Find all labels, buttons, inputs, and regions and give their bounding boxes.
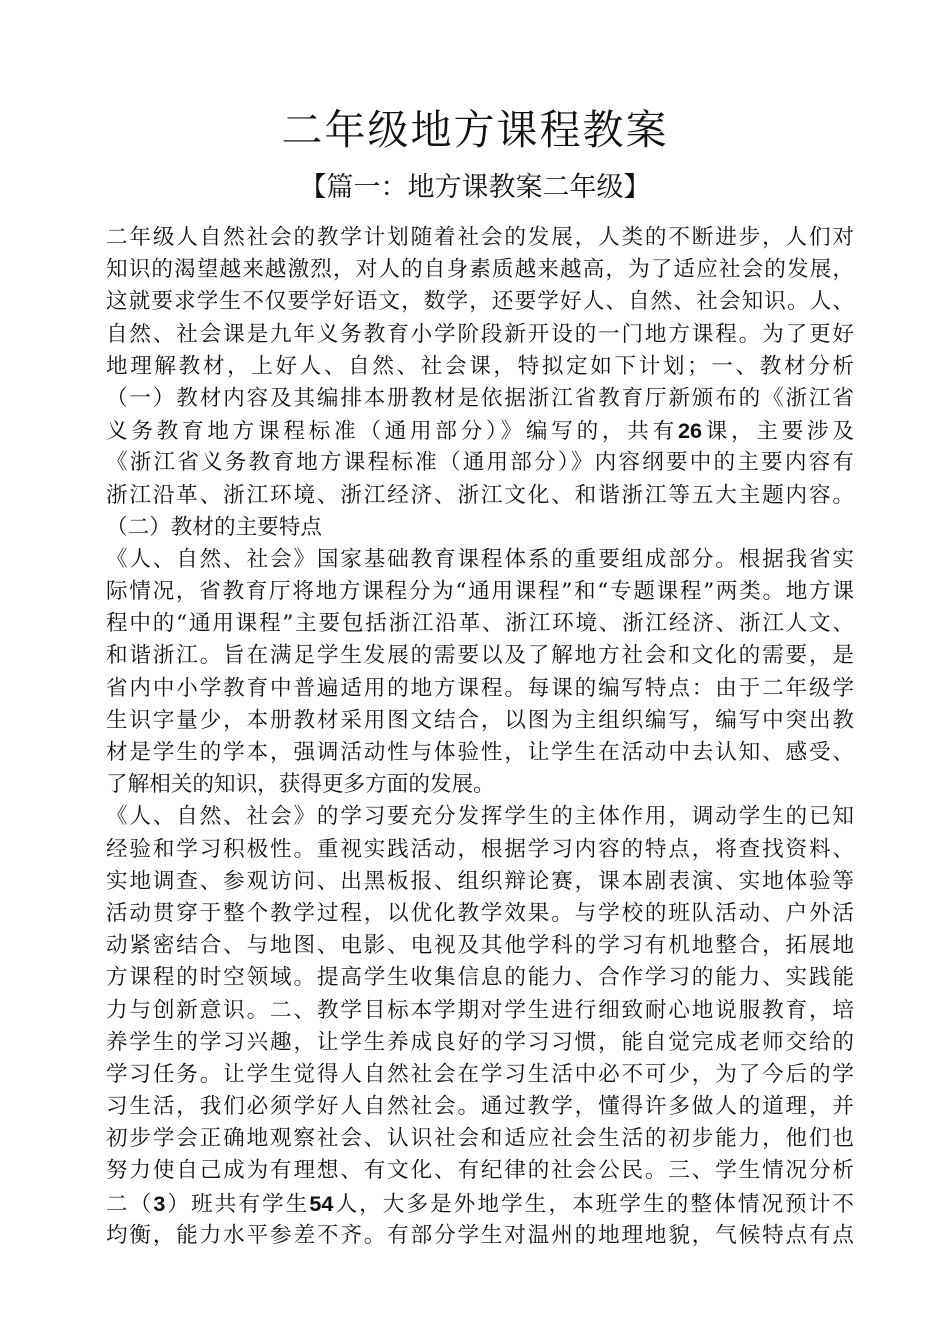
body-line: 知识的渴望越来越激烈，对人的自身素质越来越高，为了适应社会的发展， [106, 257, 854, 283]
body-line: 省内中小学教育中普遍适用的地方课程。每课的编写特点：由于二年级学 [106, 675, 854, 701]
body-line: 均衡，能力水平参差不齐。有部分学生对温州的地理地貌，气候特点有点 [106, 1222, 854, 1248]
body-line: 努力使自己成为有理想、有文化、有纪律的社会公民。三、学生情况分析 [106, 1158, 854, 1184]
body-line: 力与创新意识。二、教学目标本学期对学生进行细致耐心地说服教育，培 [106, 997, 854, 1023]
body-line: 经验和学习积极性。重视实践活动，根据学习内容的特点，将查找资料、 [106, 836, 854, 862]
body-line: 《浙江省义务教育地方课程标准（通用部分）》内容纲要中的主要内容有 [106, 450, 854, 476]
body-line: 程中的“通用课程”主要包括浙江沿革、浙江环境、浙江经济、浙江人文、 [106, 611, 854, 637]
body-line: 习生活，我们必须学好人自然社会。通过教学，懂得许多做人的道理，并 [106, 1094, 854, 1120]
body-line: 方课程的时空领域。提高学生收集信息的能力、合作学习的能力、实践能 [106, 965, 854, 991]
body-line: 学习任务。让学生觉得人自然社会在学习生活中必不可少，为了今后的学 [106, 1061, 854, 1087]
body-line: 活动贯穿于整个教学过程，以优化教学效果。与学校的班队活动、户外活 [106, 900, 854, 926]
body-line: 际情况，省教育厅将地方课程分为“通用课程”和“专题课程”两类。地方课 [106, 579, 854, 605]
body-line: 自然、社会课是九年义务教育小学阶段新开设的一门地方课程。为了更好 [106, 321, 854, 347]
document-title: 二年级地方课程教案 [281, 106, 669, 154]
body-line: 和谐浙江。旨在满足学生发展的需要以及了解地方社会和文化的需要，是 [106, 643, 854, 669]
body-line: 生识字量少，本册教材采用图文结合，以图为主组织编写，编写中突出教 [106, 707, 854, 733]
document-subtitle: 【篇一：地方课教案二年级】 [299, 172, 651, 203]
body-line: 实地调查、参观访问、出黑板报、组织辩论赛，课本剧表演、实地体验等 [106, 868, 854, 894]
body-line: （一）教材内容及其编排本册教材是依据浙江省教育厅新颁布的《浙江省 [106, 385, 854, 411]
body-line: 初步学会正确地观察社会、认识社会和适应社会生活的初步能力，他们也 [106, 1126, 854, 1152]
document-body [106, 222, 854, 1252]
body-line: 《人、自然、社会》国家基础教育课程体系的重要组成部分。根据我省实 [106, 546, 854, 572]
body-line: 《人、自然、社会》的学习要充分发挥学生的主体作用，调动学生的已知 [106, 804, 854, 830]
body-line: 养学生的学习兴趣，让学生养成良好的学习习惯，能自觉完成老师交给的 [106, 1029, 854, 1055]
body-line: 这就要求学生不仅要学好语文，数学，还要学好人、自然、社会知识。人、 [106, 289, 854, 315]
body-line: 材是学生的学本，强调活动性与体验性，让学生在活动中去认知、感受、 [106, 740, 854, 765]
body-line: 动紧密结合、与地图、电影、电视及其他学科的学习有机地整合，拓展地 [106, 933, 854, 959]
body-line: 义务教育地方课程标准（通用部分）》编写的，共有26课，主要涉及 [106, 418, 854, 445]
body-line: （二）教材的主要特点 [106, 514, 322, 540]
body-line: 二（3）班共有学生54人，大多是外地学生，本班学生的整体情况预计不 [106, 1190, 854, 1217]
body-line: 二年级人自然社会的教学计划随着社会的发展，人类的不断进步，人们对 [106, 225, 854, 250]
body-line: 浙江沿革、浙江环境、浙江经济、浙江文化、和谐浙江等五大主题内容。 [106, 482, 854, 508]
body-line: 地理解教材，上好人、自然、社会课，特拟定如下计划；一、教材分析 [106, 353, 854, 379]
body-line: 了解相关的知识，获得更多方面的发展。 [106, 772, 495, 798]
